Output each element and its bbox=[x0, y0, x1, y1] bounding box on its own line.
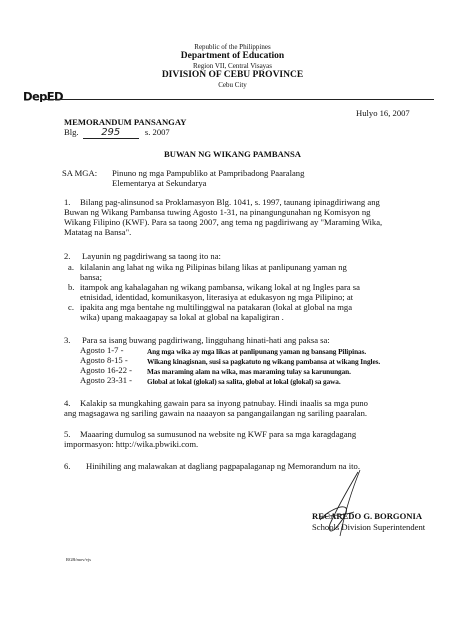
signatory-name: RECAREDO G. BORGONIA bbox=[312, 511, 423, 521]
memo-title: MEMORANDUM PANSANGAY bbox=[64, 117, 187, 127]
memo-series: s. 2007 bbox=[144, 127, 170, 137]
week-topic: Ang mga wika ay mga likas at panlipunang yaman ng bansang Pilipinas. bbox=[147, 346, 367, 356]
para2-item-letter: c. bbox=[68, 302, 74, 312]
footer-reference: RGB/mov/vjs bbox=[66, 557, 92, 562]
para5-number: 5. bbox=[64, 429, 71, 439]
week-dates: Agosto 23-31 - bbox=[80, 375, 133, 385]
para6-text: Hinihiling ang malawakan at dagliang pagpapalaganap ng Memorandum na ito. bbox=[86, 461, 360, 471]
para2-number: 2. bbox=[64, 251, 71, 261]
para2-item-line: itampok ang kahalagahan ng wikang pambansa, wikang lokal at ng Ingles para sa bbox=[80, 282, 360, 292]
para6-number: 6. bbox=[64, 461, 71, 471]
recipients-line2: Elementarya at Sekundarya bbox=[112, 178, 207, 188]
para4-line: Kalakip sa mungkahing gawain para sa inyong patnubay. Hindi inaalis sa mga puno bbox=[80, 398, 368, 408]
header-city: Cebu City bbox=[218, 81, 247, 89]
para5-line: impormasyon: http://wika.pbwiki.com. bbox=[64, 439, 199, 449]
week-topic: Global at lokal (glokal) sa salita, global at lokal (glokal) sa gawa. bbox=[147, 376, 341, 386]
deped-logo-icon bbox=[22, 90, 74, 102]
header-department: Department of Education bbox=[180, 51, 285, 61]
para2-item-line: etnisidad, identidad, komunikasyon, literasiya at edukasyon ng mga Pilipino; at bbox=[80, 292, 354, 302]
signatory-position: Schools Division Superintendent bbox=[312, 522, 426, 532]
recipients-label: SA MGA: bbox=[62, 168, 98, 178]
week-dates: Agosto 16-22 - bbox=[80, 365, 133, 375]
para1-line: Bilang pag-alinsunod sa Proklamasyon Blg. 1041, s. 1997, taunang ipinagdiriwang ang bbox=[80, 197, 380, 207]
para5-line: Maaaring dumulog sa sumusunod na website ng KWF para sa mga karagdagang bbox=[80, 429, 357, 439]
para2-item-line: bansa; bbox=[80, 272, 102, 282]
week-dates: Agosto 1-7 - bbox=[80, 345, 124, 355]
para4-line: ang magsagawa ng sariling gawain na naaayon sa pangangailangan ng sariling paaralan. bbox=[64, 408, 368, 418]
recipients-line1: Pinuno ng mga Pampubliko at Pampribadong Paaralang bbox=[112, 168, 305, 178]
para1-line: Buwan ng Wikang Pambansa tuwing Agosto 1-31, na pinangungunahan ng Komisyon ng bbox=[64, 207, 371, 217]
para3-number: 3. bbox=[64, 335, 71, 345]
memo-subject: BUWAN NG WIKANG PAMBANSA bbox=[164, 149, 301, 159]
para1-line: Matatag na Bansa". bbox=[64, 227, 132, 237]
para2-item-letter: a. bbox=[68, 262, 74, 272]
para2-item-line: kilalanin ang lahat ng wika ng Pilipinas bilang likas at panlipunang yaman ng bbox=[80, 262, 347, 272]
memo-date: Hulyo 16, 2007 bbox=[356, 108, 410, 118]
deped-logo-text: DepED bbox=[23, 90, 63, 102]
header-republic: Republic of the Philippines bbox=[194, 43, 271, 51]
memo-number: 295 bbox=[83, 128, 139, 139]
para2-item-line: wika) upang makaagapay sa lokal at global na kapaligiran . bbox=[80, 312, 284, 322]
week-topic: Mas maraming alam na wika, mas maraming tulay sa karunungan. bbox=[147, 366, 351, 376]
memo-number-line bbox=[64, 127, 170, 139]
memo-number-label: Blg. bbox=[64, 127, 79, 137]
header-divider bbox=[44, 99, 434, 100]
para1-number: 1. bbox=[64, 197, 71, 207]
para2-item-line: ipakita ang mga bentahe ng multilinggwal na patakaran (lokal at global na mga bbox=[80, 302, 353, 312]
week-topic: Wikang kinagisnan, susi sa pagkatuto ng wikang pambansa at wikang Ingles. bbox=[147, 356, 381, 366]
para4-number: 4. bbox=[64, 398, 71, 408]
para1-line: Wikang Filipino (KWF). Para sa taong 2007, ang tema ng pagdiriwang ay "Maraming Wika, bbox=[64, 217, 383, 227]
header-division: DIVISION OF CEBU PROVINCE bbox=[161, 70, 304, 80]
header-region: Region VII, Central Visayas bbox=[192, 62, 273, 70]
para2-intro: Layunin ng pagdiriwang sa taong ito na: bbox=[82, 251, 221, 261]
para3-intro: Para sa isang buwang pagdiriwang, lingguhang hinati-hati ang paksa sa: bbox=[82, 335, 330, 345]
para2-item-letter: b. bbox=[68, 282, 75, 292]
week-dates: Agosto 8-15 - bbox=[80, 355, 128, 365]
